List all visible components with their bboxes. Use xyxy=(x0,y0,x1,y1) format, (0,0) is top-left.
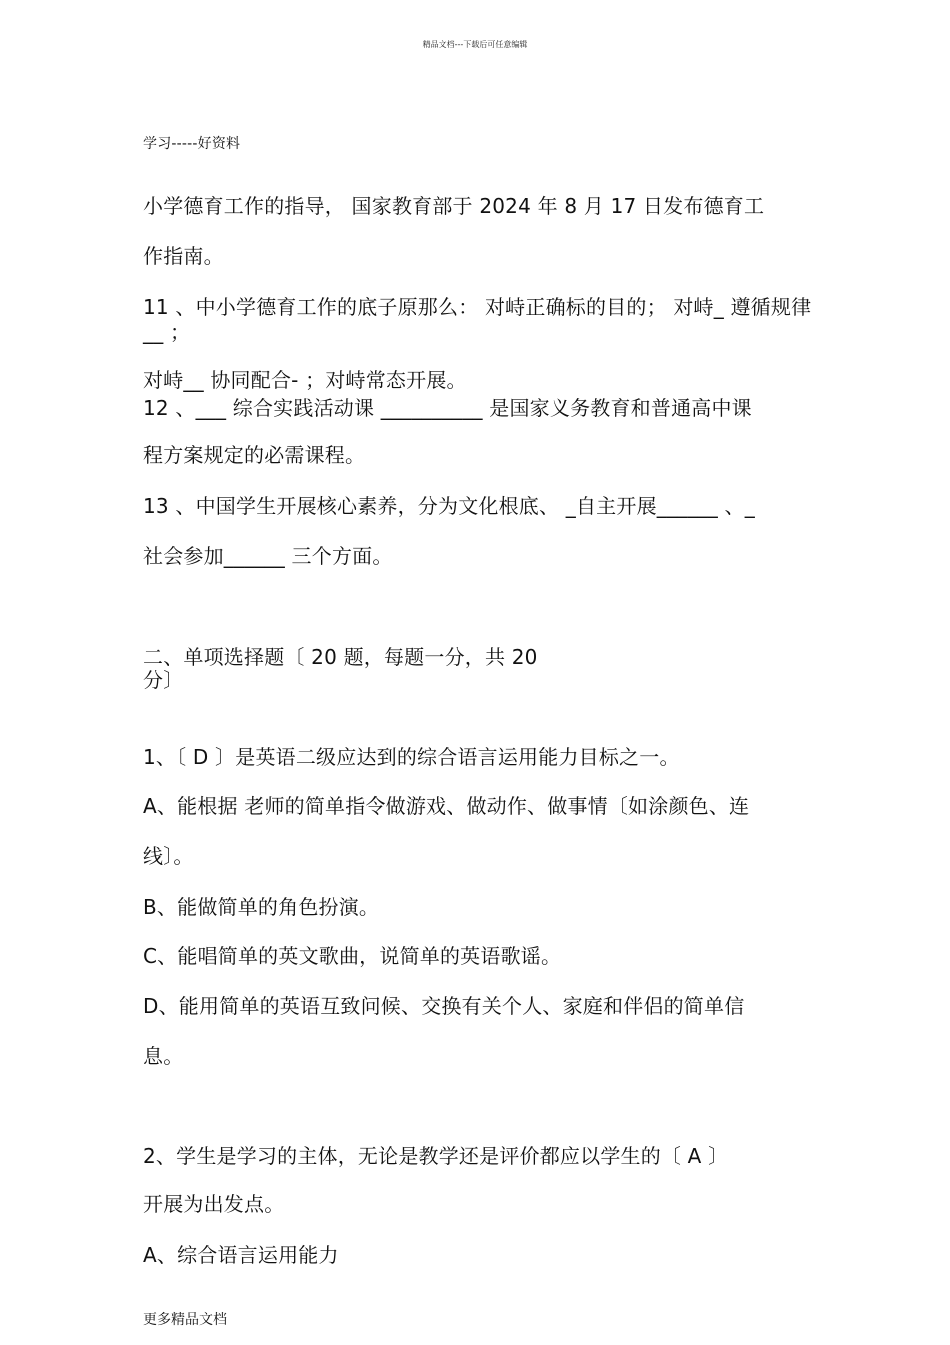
text-line: 11 、中小学德育工作的底子原那么： 对峙正确标的目的； 对峙_ 遵循规律 xyxy=(143,295,812,319)
text-line: 13 、中国学生开展核心素养，分为文化根底、 _自主开展______ 、_ xyxy=(143,494,755,518)
text-line: 作指南。 xyxy=(143,244,224,268)
section-heading: 分〕 xyxy=(143,668,184,692)
option-a: A、能根据 老师的简单指令做游戏、做动作、做事情〔如涂颜色、连 xyxy=(143,794,750,818)
option-b: B、能做简单的角色扮演。 xyxy=(143,895,380,919)
question-2-continued: 开展为出发点。 xyxy=(143,1192,285,1216)
text-line: 小学德育工作的指导， 国家教育部于 2024 年 8 月 17 日发布德育工 xyxy=(143,194,765,218)
text-line: 12 、___ 综合实践活动课 __________ 是国家义务教育和普通高中课 xyxy=(143,396,752,420)
text-line: 社会参加______ 三个方面。 xyxy=(143,544,393,568)
footer: 更多精品文档 xyxy=(143,1312,227,1328)
subtitle: 学习-----好资料 xyxy=(143,136,241,152)
option-c: C、能唱简单的英文歌曲，说简单的英语歌谣。 xyxy=(143,944,562,968)
text-line: __ ； xyxy=(143,320,191,344)
header-note: 精品文档---下载后可任意编辑 xyxy=(422,40,528,49)
option-d: D、能用简单的英语互致问候、交换有关个人、家庭和伴侣的简单信 xyxy=(143,994,745,1018)
option-a-continued: 线〕。 xyxy=(143,844,194,868)
text-line: 程方案规定的必需课程。 xyxy=(143,443,366,467)
section-heading: 二、单项选择题〔 20 题，每题一分，共 20 xyxy=(143,645,538,669)
text-line: 对峙__ 协同配合- ；对峙常态开展。 xyxy=(143,368,467,392)
option-a: A、综合语言运用能力 xyxy=(143,1243,339,1267)
option-d-continued: 息。 xyxy=(143,1044,184,1068)
question-1: 1、〔 D 〕是英语二级应达到的综合语言运用能力目标之一。 xyxy=(143,745,680,769)
question-2: 2、学生是学习的主体，无论是教学还是评价都应以学生的〔 A 〕 xyxy=(143,1144,729,1168)
